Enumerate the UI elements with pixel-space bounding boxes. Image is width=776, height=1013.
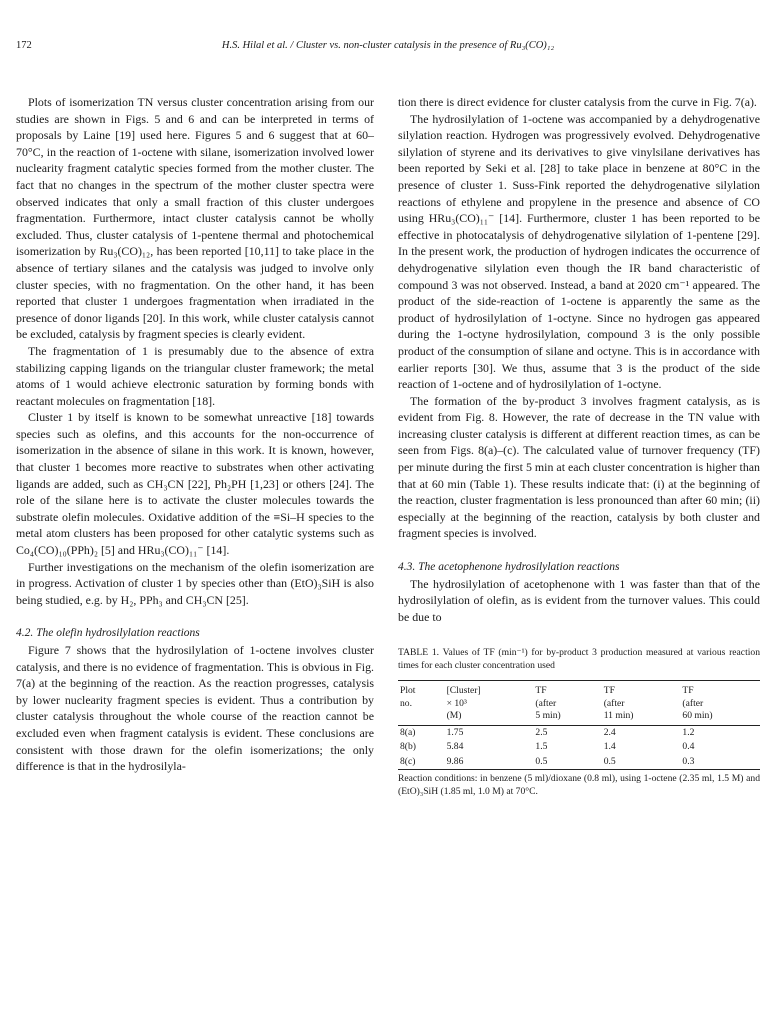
header-cell: [Cluster] × 10³ (M)	[446, 685, 481, 722]
running-header	[16, 40, 760, 56]
paragraph: Cluster 1 by itself is known to be somewhat unreactive [18] towards species such as olefins, and this accounts for the non-occurrence of isomerization in the absence of silane in this work. It is known, however, that cluster 1 becomes more reactive to substrates when other activating ligands are added, such as CH₃CN [22], Ph₂PH [1,23] or others [24]. The role of the silane here is to activate the cluster molecules towards the substrate olefin molecules. Oxidative addition of the ≡Si–H species to the metal atom clusters has been proposed for other catalytic systems such as Co₄(CO)₁₀(PPh)₂ [5] and HRu₃(CO)₁₁⁻ [14].	[16, 410, 374, 558]
table-cell: 2.5	[535, 726, 548, 738]
section-heading: 4.2. The olefin hydrosilylation reactions	[16, 627, 200, 640]
table-cell: 8(a)	[400, 726, 416, 738]
page-number: 172	[16, 40, 32, 51]
paragraph: Plots of isomerization TN versus cluster concentration arising from our studies are shown in Figs. 5 and 6 and can be interpreted in terms of proposals by Laine [19] used here. Figures 5 and 6 suggest that at 60–70°C, in the reaction of 1-octene with silane, isomerization involved lower nuclearity fragment catalytic species formed from the mother cluster. The fact that no changes in the spectrum of the mother cluster spectra were observed indicates that only a small fraction of this cluster undergoes fragmentation. Furthermore, intact cluster catalysis cannot be wholly excluded. Thus, cluster catalysis of 1-pentene thermal and photochemical isomerization by Ru₃(CO)₁₂, has been reported [10,11] to take place in the absence of tertiary silanes and the catalysis was judged to involve only cluster species, with no fragmentation. On the other hand, it has been reported that cluster 1 undergoes fragmentation when irradiated in the presence of donor ligands [20]. In this work, while cluster catalysis cannot be excluded, catalysis by fragment species is clearly evident.	[16, 95, 374, 342]
paragraph: The hydrosilylation of acetophenone with 1 was faster than that of the hydrosilylation of olefin, as is evident from the turnover values. This could be due to	[398, 576, 760, 624]
table-cell: 0.5	[535, 755, 548, 767]
paragraph: Further investigations on the mechanism of the olefin isomerization are in progress. Activation of cluster 1 by species other than (EtO)₃SiH is also being studied, e.g. by H₂, PPh₃ and CH₃CN [25].	[16, 559, 374, 607]
table-cell: 1.5	[535, 741, 548, 753]
paragraph: The formation of the by-product 3 involves fragment catalysis, as is evident from Fig. 8. However, the rate of decrease in the TN value with increasing cluster catalysis is different at different reaction times, as can be seen from Figs. 8(a)–(c). The calculated value of turnover frequency (TF) per minute during the first 5 min at each cluster concentration is higher than that at 60 min (Table 1). These results indicate that: (i) at the beginning of the reaction, cluster fragmentation is less pronounced than after 60 min; (ii) especially at the beginning of the reaction, catalysis by both cluster and fragment species is involved.	[398, 393, 760, 541]
header-cell: TF (after 60 min)	[682, 685, 713, 722]
header-cell: TF (after 11 min)	[603, 685, 634, 722]
table-cell: 1.75	[446, 726, 464, 738]
table-cell: 9.86	[446, 755, 464, 767]
header-cell: Plot no.	[400, 685, 416, 709]
right-column	[398, 94, 760, 798]
table-cell: 0.3	[682, 755, 695, 767]
table-row	[398, 725, 760, 740]
table-row	[398, 740, 760, 755]
table-cell: 8(b)	[400, 741, 416, 753]
table-cell: 0.4	[682, 741, 695, 753]
table-row	[398, 755, 760, 770]
paragraph: Figure 7 shows that the hydrosilylation of 1-octene involves cluster catalysis, and there is no evidence of fragmentation. This is obvious in Fig. 7(a) at the beginning of the reaction. As the reaction progresses, catalysis by lower nuclearity fragment species is evident. Thus a contribution by cluster catalysis throughout the whole course of the reaction cannot be excluded even when fragment catalysis is evident. These conclusions are consistent with those drawn for the olefin isomerizations; the only difference is that in the hydrosilyla-	[16, 643, 374, 774]
table-cell: 5.84	[446, 741, 464, 753]
header-cell: TF (after 5 min)	[535, 685, 561, 722]
table-cell: 1.2	[682, 726, 695, 738]
running-title: H.S. Hilal et al. / Cluster vs. non-cluster catalysis in the presence of Ru₃(CO)₁₂	[221, 40, 555, 51]
table-header-row	[398, 681, 760, 726]
table-cell: 1.4	[603, 741, 616, 753]
section-heading: 4.3. The acetophenone hydrosilylation reactions	[398, 561, 620, 574]
table-cell: 0.5	[603, 755, 616, 767]
tf-table	[398, 680, 760, 770]
table-caption: TABLE 1. Values of TF (min⁻¹) for by-product 3 production measured at various reaction times for each cluster concentration used	[398, 647, 760, 671]
table-cell: 2.4	[603, 726, 616, 738]
paragraph: tion there is direct evidence for cluster catalysis from the curve in Fig. 7(a).	[398, 95, 757, 109]
table-cell: 8(c)	[400, 755, 416, 767]
table-footnote: Reaction conditions: in benzene (5 ml)/dioxane (0.8 ml), using 1-octene (2.35 ml, 1.5 M) and (EtO)₃SiH (1.85 ml, 1.0 M) at 70°C.	[398, 773, 760, 797]
paragraph: The fragmentation of 1 is presumably due to the absence of extra stabilizing capping ligands on the triangular cluster framework; the metal atoms of 1 would achieve electronic saturation by forming bonds with reactant molecules on fragmentation [18].	[16, 343, 374, 408]
left-column	[16, 94, 374, 775]
paragraph: The hydrosilylation of 1-octene was accompanied by a dehydrogenative silylation reaction. Hydrogen was progressively evolved. Dehydrogenative silylation of styrene and its derivatives to give vinylsilane derivatives has been reported by Seki et al. [28] to take place in benzene at 80°C in the presence of cluster 1. Suss-Fink reported the dehydrogenative silylation reactions of ethylene and propylene in the presence and absence of CO using HRu₃(CO)₁₁⁻ [14]. Furthermore, cluster 1 has been reported to be effective in photocatalysis of dehydrogenative silylation of 1-pentene [29]. In the present work, the production of hydrogen indicates the occurrence of dehydrogenative silylation even though the IR band characteristic of compound 3 was not observed. Instead, a band at 2020 cm⁻¹ appeared. The product of the side-reaction of 1-octene is apparently the same as the product of hydrosilylation of 1-octyne. Since no hydrogen gas appeared during the 1-octyne hydrosilylation, compound 3 is the only possible product of the consumption of silane and octyne. This is in accordance with earlier reports [30]. We thus, assume that 3 is the product of the side reaction of 1-octene and of hydrosilylation of 1-octyne.	[398, 111, 760, 392]
table-block	[398, 647, 760, 798]
